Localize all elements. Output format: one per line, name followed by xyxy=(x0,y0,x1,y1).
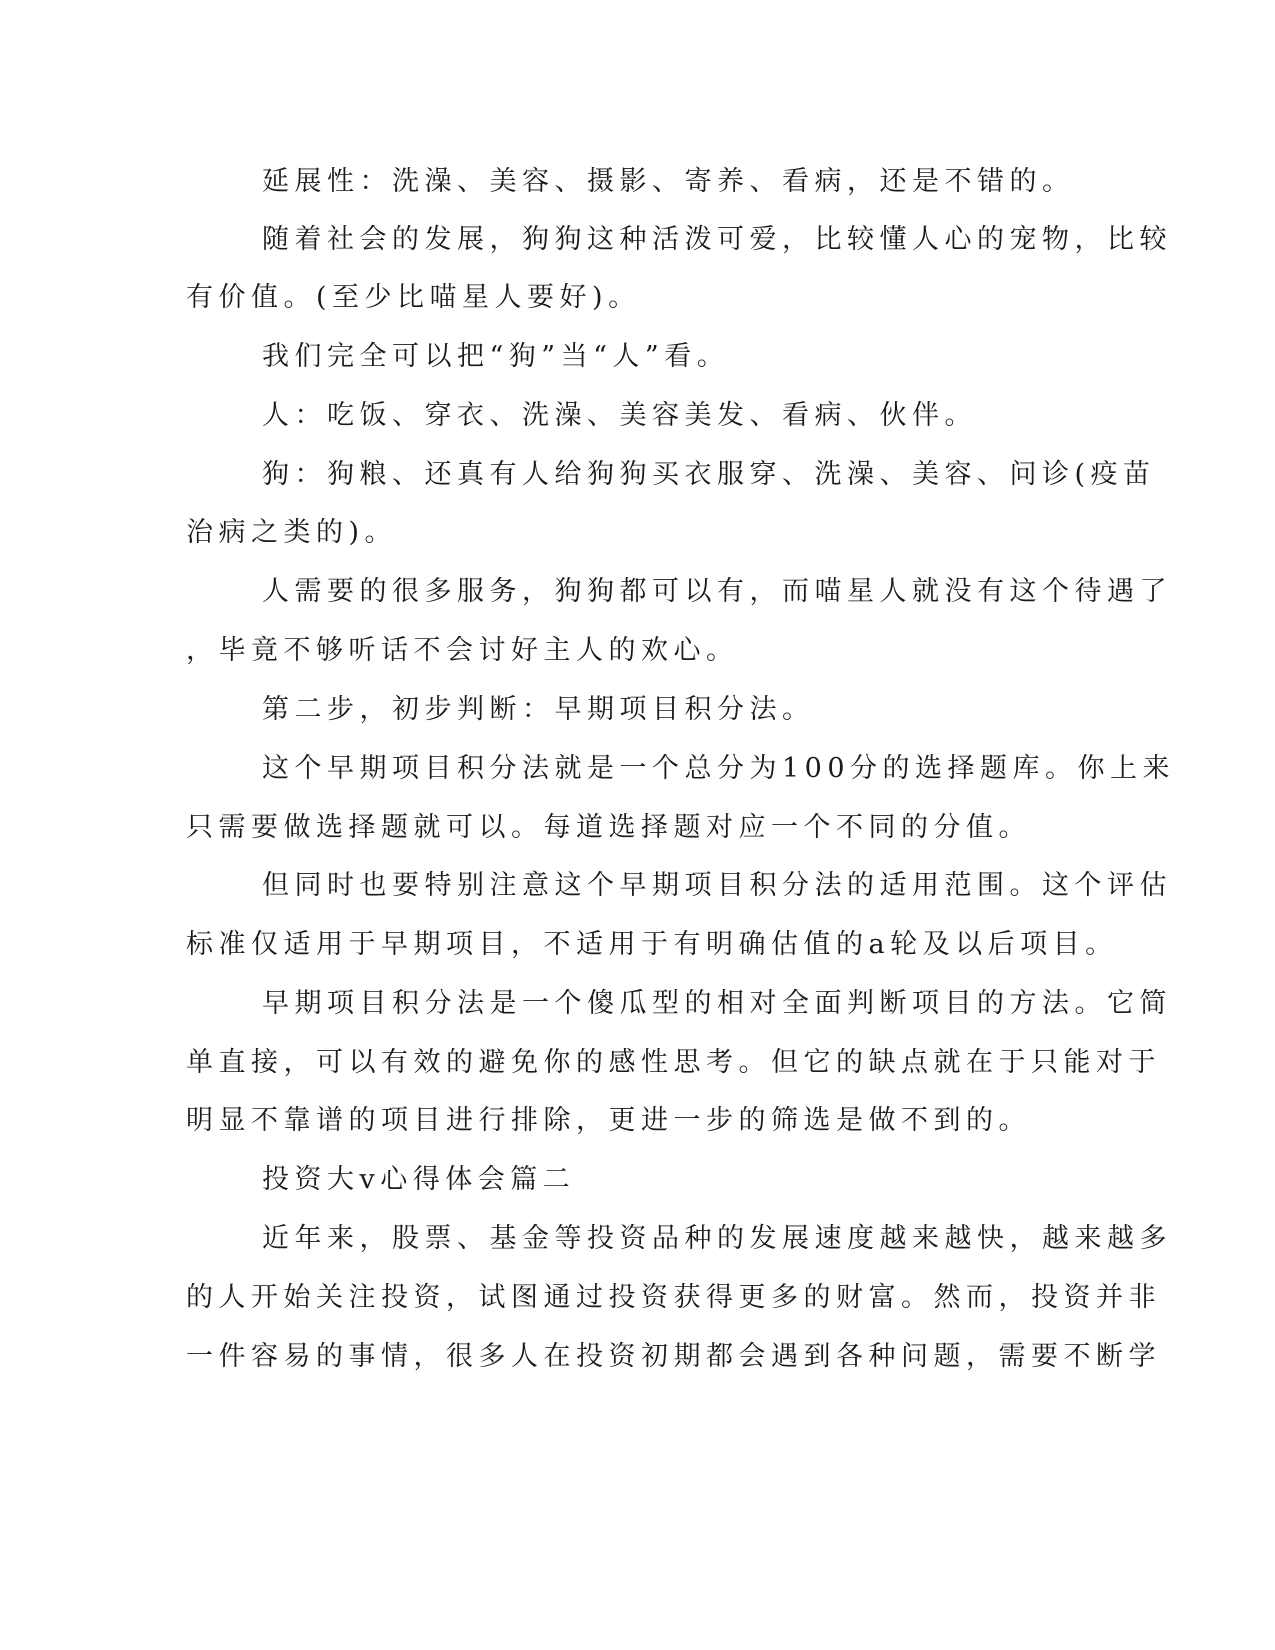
paragraph-line: 的人开始关注投资，试图通过投资获得更多的财富。然而，投资并非 xyxy=(186,1282,1161,1313)
paragraph-line: 人需要的很多服务，狗狗都可以有，而喵星人就没有这个待遇了 xyxy=(262,576,1172,607)
paragraph-line: 治病之类的)。 xyxy=(186,517,398,548)
paragraph-line: ，毕竟不够听话不会讨好主人的欢心。 xyxy=(186,635,739,666)
paragraph-line: 早期项目积分法是一个傻瓜型的相对全面判断项目的方法。它简 xyxy=(262,988,1172,1019)
paragraph-line: 标准仅适用于早期项目，不适用于有明确估值的a轮及以后项目。 xyxy=(186,929,1118,960)
paragraph-line: 一件容易的事情，很多人在投资初期都会遇到各种问题，需要不断学 xyxy=(186,1341,1161,1372)
paragraph-line: 但同时也要特别注意这个早期项目积分法的适用范围。这个评估 xyxy=(262,870,1172,901)
paragraph-line: 延展性：洗澡、美容、摄影、寄养、看病，还是不错的。 xyxy=(262,166,1075,197)
paragraph-line: 这个早期项目积分法就是一个总分为100分的选择题库。你上来 xyxy=(262,753,1176,784)
paragraph-line: 人：吃饭、穿衣、洗澡、美容美发、看病、伙伴。 xyxy=(262,400,977,431)
paragraph-line: 只需要做选择题就可以。每道选择题对应一个不同的分值。 xyxy=(186,812,1031,843)
paragraph-line: 我们完全可以把“狗”当“人”看。 xyxy=(262,341,730,372)
paragraph-line: 狗：狗粮、还真有人给狗狗买衣服穿、洗澡、美容、问诊(疫苗 xyxy=(262,459,1156,490)
paragraph-line: 明显不靠谱的项目进行排除，更进一步的筛选是做不到的。 xyxy=(186,1105,1031,1136)
paragraph-line: 有价值。(至少比喵星人要好)。 xyxy=(186,282,641,313)
paragraph-line: 随着社会的发展，狗狗这种活泼可爱，比较懂人心的宠物，比较 xyxy=(262,224,1172,255)
paragraph-line: 第二步，初步判断：早期项目积分法。 xyxy=(262,694,815,725)
paragraph-line: 单直接，可以有效的避免你的感性思考。但它的缺点就在于只能对于 xyxy=(186,1047,1161,1078)
paragraph-line: 近年来，股票、基金等投资品种的发展速度越来越快，越来越多 xyxy=(262,1223,1172,1254)
section-heading: 投资大v心得体会篇二 xyxy=(262,1164,576,1195)
